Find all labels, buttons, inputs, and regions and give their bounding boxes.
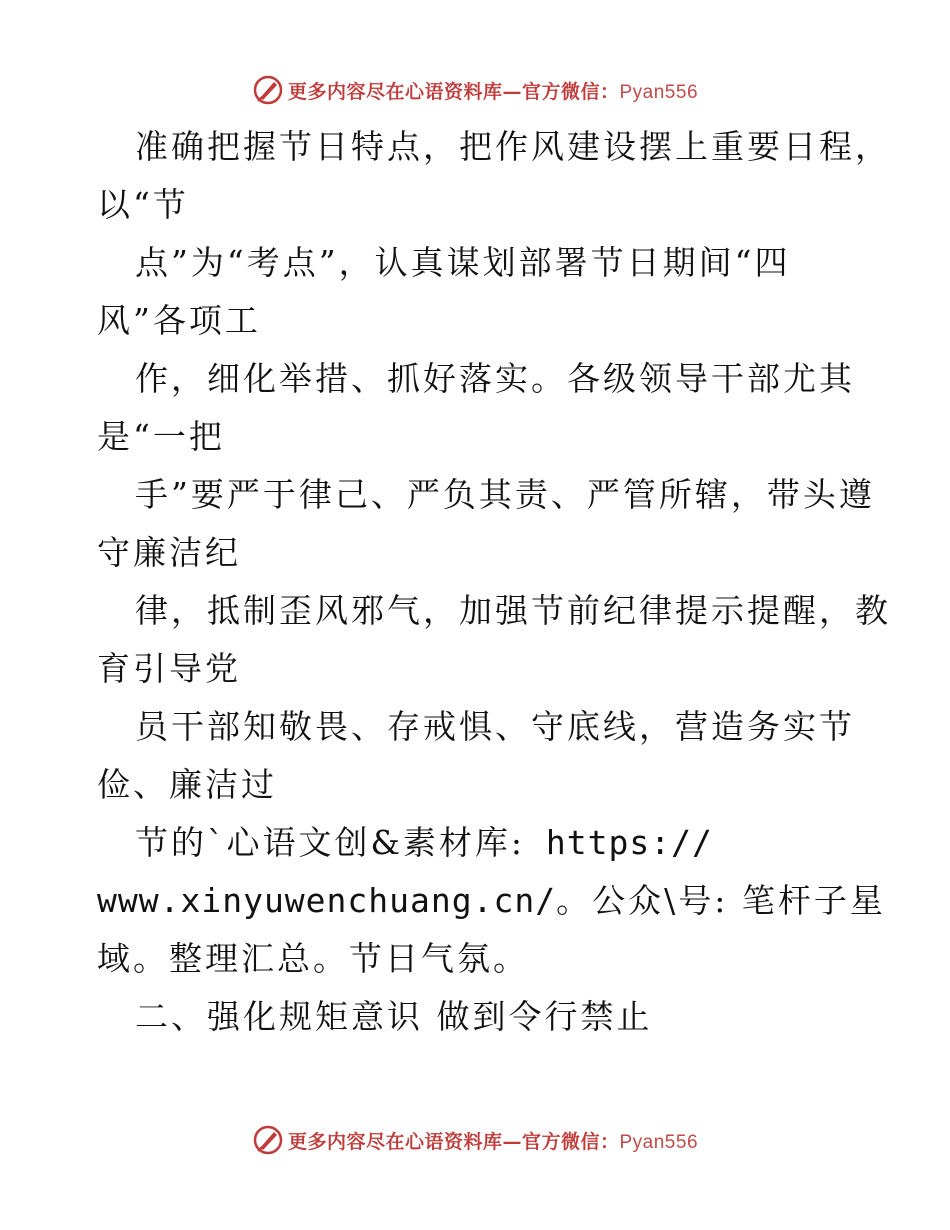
text-line: 律，抵制歪风邪气，加强节前纪律提示提醒，教 — [135, 591, 891, 630]
text-line-with-url — [135, 814, 713, 872]
banner-wechat-id: Pyan556 — [619, 81, 699, 103]
banner-prefix: 更多内容尽在心语资料库—官方微信： — [287, 80, 620, 103]
text-line: 员干部知敬畏、存戒惧、守底线，营造务实节 — [135, 707, 855, 746]
text-segment: 节的`心语文创&素材库: — [135, 823, 525, 862]
text-line: 以“节 — [97, 185, 189, 224]
footer-watermark-banner — [0, 1120, 950, 1160]
text-segment: 。公众\号: 笔杆子星 — [556, 881, 886, 920]
text-line: 俭、廉洁过 — [97, 765, 277, 804]
text-line: 风”各项工 — [97, 301, 261, 340]
banner-text — [288, 77, 698, 104]
header-watermark-banner — [0, 70, 950, 110]
url-segment: www.xinyuwenchuang.cn/ — [97, 881, 557, 920]
text-line-with-url — [97, 872, 886, 930]
feather-pen-logo-icon — [252, 1124, 284, 1156]
text-line: 手”要严于律己、严负其责、严管所辖，带头遵 — [135, 475, 875, 514]
section-heading: 二、强化规矩意识 做到令行禁止 — [135, 997, 653, 1036]
feather-pen-logo-icon — [252, 74, 284, 106]
text-line: 域。整理汇总。节日气氛。 — [97, 939, 529, 978]
banner-wechat-id: Pyan556 — [619, 1131, 699, 1153]
text-line: 是“一把 — [97, 417, 225, 456]
text-line: 作，细化举措、抓好落实。各级领导干部尤其 — [135, 359, 855, 398]
banner-prefix: 更多内容尽在心语资料库—官方微信： — [287, 1130, 620, 1153]
text-line: 准确把握节日特点，把作风建设摆上重要日程， — [135, 127, 891, 166]
text-line: 育引导党 — [97, 649, 241, 688]
text-line: 点”为“考点”，认真谋划部署节日期间“四 — [135, 243, 791, 282]
url-segment: https:// — [525, 823, 713, 862]
text-line: 守廉洁纪 — [97, 533, 241, 572]
banner-text — [288, 1127, 698, 1154]
